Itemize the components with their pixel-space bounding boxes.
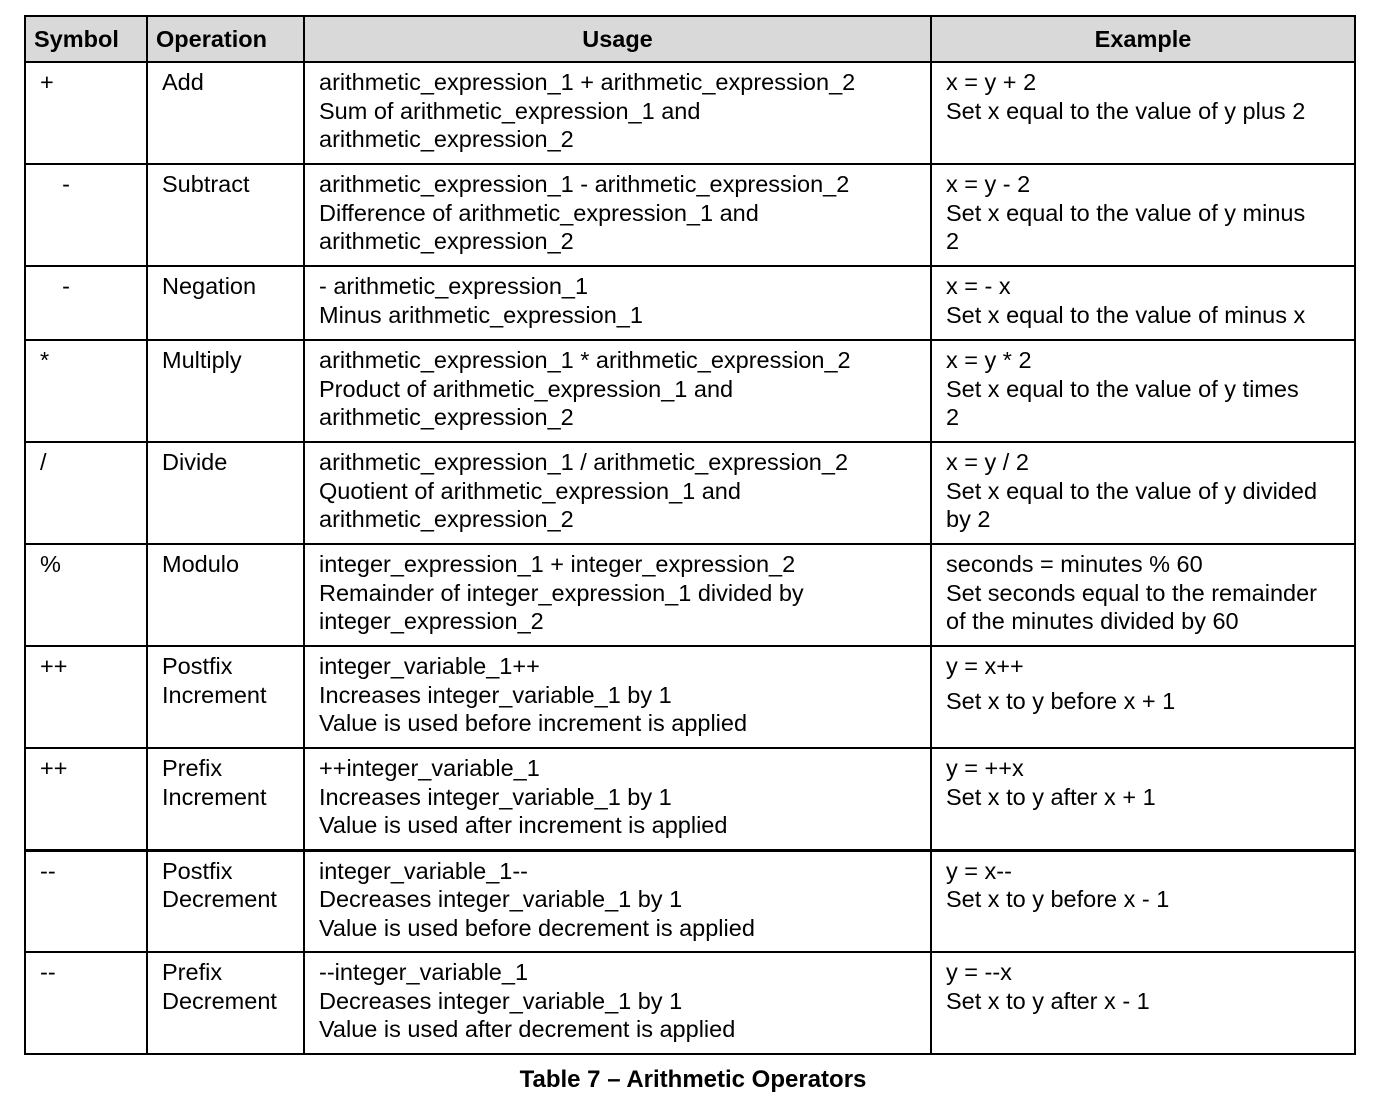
operation-line: Increment bbox=[162, 681, 267, 708]
example-cell bbox=[931, 544, 1355, 646]
table-row bbox=[25, 266, 1355, 340]
usage-line: Minus arithmetic_expression_1 bbox=[319, 301, 643, 328]
operation-line: Subtract bbox=[162, 171, 250, 197]
operation-line: Prefix bbox=[162, 755, 223, 781]
operation-line: Prefix bbox=[162, 959, 223, 985]
operation-cell bbox=[147, 544, 304, 646]
usage-line: --integer_variable_1 bbox=[319, 959, 529, 985]
example-cell bbox=[931, 442, 1355, 544]
usage-line: Value is used before increment is applied bbox=[319, 710, 748, 737]
operation-line: Divide bbox=[162, 449, 228, 475]
usage-line: integer_variable_1++ bbox=[319, 653, 540, 679]
operation-line: Postfix bbox=[162, 653, 233, 679]
example-line: Set x to y after x + 1 bbox=[946, 783, 1156, 810]
operation-line: Add bbox=[162, 69, 204, 95]
usage-cell bbox=[304, 266, 931, 340]
example-cell bbox=[931, 646, 1355, 748]
operation-cell bbox=[147, 442, 304, 544]
usage-line: arithmetic_expression_2 bbox=[319, 228, 574, 255]
usage-line: arithmetic_expression_1 + arithmetic_expression_2 bbox=[319, 69, 856, 95]
example-line: Set x equal to the value of y plus 2 bbox=[946, 97, 1306, 124]
usage-line: arithmetic_expression_2 bbox=[319, 126, 574, 153]
arithmetic-operators-table bbox=[24, 15, 1356, 1055]
header-example: Example bbox=[931, 16, 1355, 62]
header-operation: Operation bbox=[147, 16, 304, 62]
symbol-cell: + bbox=[25, 62, 147, 164]
symbol-cell: ++ bbox=[25, 748, 147, 850]
example-cell bbox=[931, 748, 1355, 850]
usage-line: arithmetic_expression_2 bbox=[319, 506, 574, 533]
symbol-cell: -- bbox=[25, 850, 147, 952]
usage-line: Value is used after increment is applied bbox=[319, 812, 728, 839]
example-line: 2 bbox=[946, 404, 960, 431]
usage-cell bbox=[304, 164, 931, 266]
table-header-row bbox=[25, 16, 1355, 62]
example-line: Set x to y before x + 1 bbox=[946, 687, 1176, 714]
usage-line: integer_expression_2 bbox=[319, 608, 544, 635]
usage-line: arithmetic_expression_1 / arithmetic_expression_2 bbox=[319, 449, 849, 475]
example-line: Set x equal to the value of y times bbox=[946, 375, 1299, 402]
table-row bbox=[25, 62, 1355, 164]
table-row bbox=[25, 340, 1355, 442]
symbol-cell: ++ bbox=[25, 646, 147, 748]
example-line: Set x equal to the value of minus x bbox=[946, 301, 1306, 328]
usage-cell bbox=[304, 748, 931, 850]
example-line: x = y + 2 bbox=[946, 69, 1037, 95]
operation-line: Multiply bbox=[162, 347, 242, 373]
table-row bbox=[25, 442, 1355, 544]
operation-cell bbox=[147, 952, 304, 1054]
example-line: by 2 bbox=[946, 506, 991, 533]
operation-line: Decrement bbox=[162, 987, 277, 1014]
table-row bbox=[25, 164, 1355, 266]
usage-line: Decreases integer_variable_1 by 1 bbox=[319, 886, 683, 913]
operation-cell bbox=[147, 62, 304, 164]
usage-line: Remainder of integer_expression_1 divided by bbox=[319, 579, 804, 606]
usage-line: - arithmetic_expression_1 bbox=[319, 273, 589, 299]
usage-line: integer_variable_1-- bbox=[319, 857, 529, 884]
example-line: x = y * 2 bbox=[946, 347, 1032, 373]
header-usage: Usage bbox=[304, 16, 931, 62]
usage-line: Value is used after decrement is applied bbox=[319, 1016, 736, 1043]
usage-line: arithmetic_expression_1 - arithmetic_expression_2 bbox=[319, 171, 850, 197]
symbol-cell: - bbox=[25, 164, 147, 266]
example-cell bbox=[931, 266, 1355, 340]
symbol-cell: % bbox=[25, 544, 147, 646]
example-line: of the minutes divided by 60 bbox=[946, 608, 1239, 635]
operation-cell bbox=[147, 748, 304, 850]
usage-cell bbox=[304, 544, 931, 646]
usage-cell bbox=[304, 340, 931, 442]
usage-line: Decreases integer_variable_1 by 1 bbox=[319, 987, 683, 1014]
example-line: seconds = minutes % 60 bbox=[946, 551, 1203, 577]
example-line: Set x equal to the value of y divided bbox=[946, 477, 1318, 504]
example-line: y = ++x bbox=[946, 755, 1024, 781]
example-line: x = y / 2 bbox=[946, 449, 1029, 475]
usage-line: Increases integer_variable_1 by 1 bbox=[319, 681, 672, 708]
table-caption: Table 7 – Arithmetic Operators bbox=[519, 1066, 867, 1093]
example-cell bbox=[931, 340, 1355, 442]
operation-cell bbox=[147, 266, 304, 340]
usage-line: ++integer_variable_1 bbox=[319, 755, 540, 781]
example-line: y = x-- bbox=[946, 857, 1012, 884]
example-line: Set x to y after x - 1 bbox=[946, 987, 1150, 1014]
usage-line: Sum of arithmetic_expression_1 and bbox=[319, 97, 701, 124]
usage-line: arithmetic_expression_2 bbox=[319, 404, 574, 431]
usage-line: integer_expression_1 + integer_expression_2 bbox=[319, 551, 796, 577]
example-line: y = --x bbox=[946, 959, 1012, 985]
example-line: Set x to y before x - 1 bbox=[946, 886, 1170, 913]
usage-cell bbox=[304, 952, 931, 1054]
operation-line: Increment bbox=[162, 783, 267, 810]
example-line: Set x equal to the value of y minus bbox=[946, 199, 1306, 226]
example-cell bbox=[931, 850, 1355, 952]
table-row bbox=[25, 952, 1355, 1054]
usage-line: Value is used before decrement is applied bbox=[319, 914, 755, 941]
operation-line: Modulo bbox=[162, 551, 240, 577]
usage-line: arithmetic_expression_1 * arithmetic_expression_2 bbox=[319, 347, 851, 373]
operation-line: Decrement bbox=[162, 886, 277, 913]
example-line: y = x++ bbox=[946, 653, 1024, 679]
example-line: x = y - 2 bbox=[946, 171, 1031, 197]
header-symbol: Symbol bbox=[25, 16, 147, 62]
usage-line: Quotient of arithmetic_expression_1 and bbox=[319, 477, 741, 504]
symbol-cell: * bbox=[25, 340, 147, 442]
symbol-cell: -- bbox=[25, 952, 147, 1054]
usage-line: Difference of arithmetic_expression_1 and bbox=[319, 199, 759, 226]
symbol-cell: / bbox=[25, 442, 147, 544]
example-cell bbox=[931, 62, 1355, 164]
example-line: Set seconds equal to the remainder bbox=[946, 579, 1318, 606]
usage-cell bbox=[304, 442, 931, 544]
operation-line: Negation bbox=[162, 273, 257, 299]
example-cell bbox=[931, 164, 1355, 266]
operation-line: Postfix bbox=[162, 857, 233, 884]
usage-line: Increases integer_variable_1 by 1 bbox=[319, 783, 672, 810]
table-row bbox=[25, 850, 1355, 952]
table-row bbox=[25, 544, 1355, 646]
table-row bbox=[25, 646, 1355, 748]
example-cell bbox=[931, 952, 1355, 1054]
symbol-cell: - bbox=[25, 266, 147, 340]
usage-cell bbox=[304, 850, 931, 952]
operation-cell bbox=[147, 340, 304, 442]
example-line: x = - x bbox=[946, 273, 1011, 299]
operation-cell bbox=[147, 164, 304, 266]
usage-line: Product of arithmetic_expression_1 and bbox=[319, 375, 734, 402]
usage-cell bbox=[304, 62, 931, 164]
table-row bbox=[25, 748, 1355, 850]
operation-cell bbox=[147, 646, 304, 748]
operation-cell bbox=[147, 850, 304, 952]
example-line: 2 bbox=[946, 228, 960, 255]
usage-cell bbox=[304, 646, 931, 748]
